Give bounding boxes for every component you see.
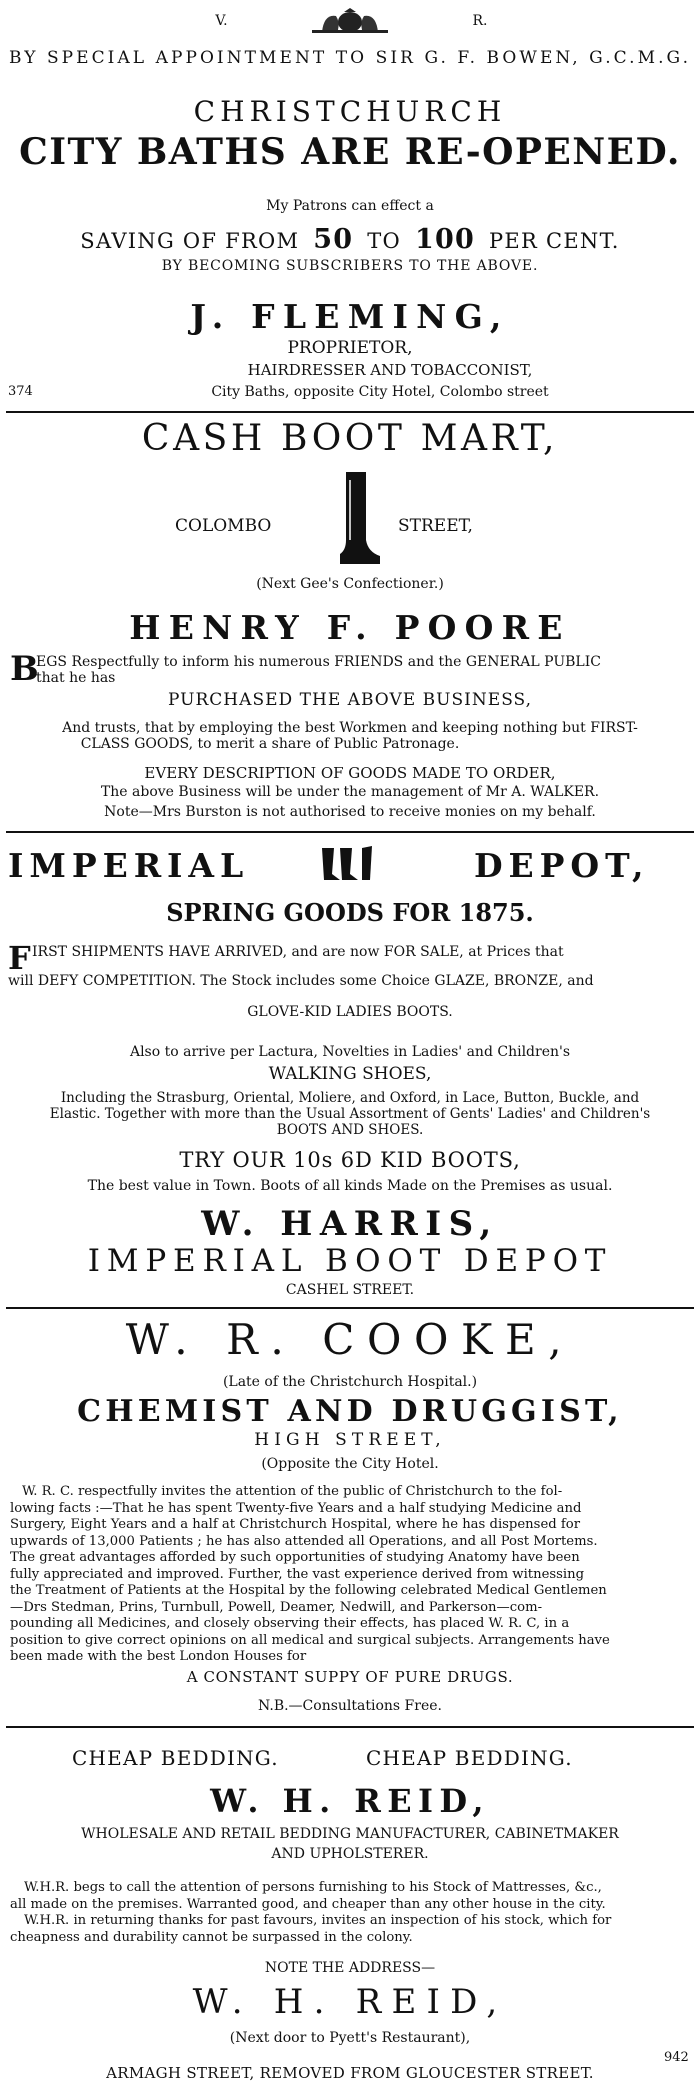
reid-name: W. H. REID,	[210, 1782, 490, 1820]
cooke-body-line: fully appreciated and improved. Further, the vast experience derived from witnessing	[10, 1566, 585, 1582]
imperial-walking: WALKING SHOES,	[268, 1064, 432, 1084]
first-line-2: will DEFY COMPETITION. The Stock includes some Choice GLAZE, BRONZE, and	[8, 973, 594, 989]
imperial-title-right: DEPOT,	[474, 846, 650, 885]
cooke-high-street: HIGH STREET,	[254, 1430, 446, 1450]
baths-headline: CITY BATHS ARE RE-OPENED.	[19, 131, 681, 173]
begs-line-1: EGS Respectfully to inform his numerous FRIENDS and the GENERAL PUBLIC	[36, 654, 601, 670]
reid-ad-number: 942	[664, 2050, 689, 2065]
bootmart-management: The above Business will be under the management of Mr A. WALKER.	[100, 784, 600, 800]
imperial-harris: W. HARRIS,	[201, 1204, 499, 1244]
saving-50: 50	[313, 224, 354, 255]
reid-body-line: W.H.R. begs to call the attention of persons furnishing to his Stock of Mattresses, &c.,	[24, 1880, 602, 1895]
baths-city: CHRISTCHURCH	[193, 95, 507, 128]
reid-cheap-row	[0, 1746, 700, 1776]
imperial-spring: SPRING GOODS FOR 1875.	[166, 898, 534, 927]
incl-line-2: Elastic. Together with more than the Usual Assortment of Gents' Ladies' and Children's	[49, 1106, 651, 1122]
baths-trade: HAIRDRESSER AND TOBACCONIST,	[247, 361, 533, 379]
cooke-chemist: CHEMIST AND DRUGGIST,	[77, 1394, 623, 1429]
reid-body-line: W.H.R. in returning thanks for past favours, invites an inspection of his stock, which for	[24, 1913, 612, 1928]
cooke-body-line: upwards of 13,000 Patients ; he has also attended all Operations, and all Post Mortems.	[10, 1533, 598, 1549]
cooke-body-line: lowing facts :—That he has spent Twenty-five Years and a half studying Medicine and	[10, 1500, 582, 1516]
cooke-body-line: the Treatment of Patients at the Hospital by the following celebrated Medical Gentlemen	[10, 1583, 607, 1598]
imperial-title-row	[0, 846, 700, 890]
imperial-cashel: CASHEL STREET.	[285, 1282, 415, 1298]
divider	[6, 1307, 694, 1309]
baths-proprietor-label: PROPRIETOR,	[287, 338, 413, 358]
imperial-title-left: IMPERIAL	[8, 846, 250, 885]
cooke-body-line: pounding all Medicines, and closely observing their effects, has placed W. R. C, in a	[10, 1616, 570, 1631]
boot-emblem-icon	[318, 844, 378, 884]
reid-note: NOTE THE ADDRESS—	[264, 1960, 436, 1976]
bootmart-purchased: PURCHASED THE ABOVE BUSINESS,	[167, 690, 533, 710]
letter-r: R.	[472, 13, 488, 29]
bootmart-colombo: COLOMBO	[175, 516, 272, 536]
cooke-body-line: position to give correct opinions on all medical and surgical subjects. Arrangements have	[10, 1632, 610, 1648]
cooke-late: (Late of the Christchurch Hospital.)	[222, 1374, 478, 1390]
bootmart-trusts-2: CLASS GOODS, to merit a share of Public Patronage.	[80, 736, 460, 752]
cooke-body-line: The great advantages afforded by such opportunities of studying Anatomy have been	[10, 1550, 580, 1565]
imperial-try: TRY OUR 10s 6D KID BOOTS,	[179, 1148, 521, 1172]
bootmart-note: Note—Mrs Burston is not authorised to receive monies on my behalf.	[104, 804, 596, 820]
imperial-best: The best value in Town. Boots of all kinds Made on the Premises as usual.	[87, 1178, 613, 1194]
first-line-1: IRST SHIPMENTS HAVE ARRIVED, and are now FOR SALE, at Prices that	[32, 944, 564, 960]
imperial-arrive: Also to arrive per Lactura, Novelties in Ladies' and Children's	[129, 1044, 571, 1060]
begs-line-2: that he has	[36, 670, 116, 686]
divider	[6, 411, 694, 413]
saving-to: TO	[367, 229, 402, 253]
reid-cheap-2: CHEAP BEDDING.	[366, 1746, 573, 1770]
cooke-constant: A CONSTANT SUPPY OF PURE DRUGS.	[186, 1668, 514, 1686]
saving-suffix: PER CENT.	[489, 229, 620, 253]
reid-next: (Next door to Pyett's Restaurant),	[229, 2030, 471, 2046]
reid-body-line: cheapness and durability cannot be surpassed in the colony.	[10, 1929, 413, 1945]
baths-subscribers: BY BECOMING SUBSCRIBERS TO THE ABOVE.	[161, 258, 539, 274]
bootmart-street: STREET,	[398, 516, 473, 536]
bootmart-street-row	[0, 470, 700, 570]
boot-icon	[336, 470, 382, 568]
bootmart-next: (Next Gee's Confectioner.)	[256, 576, 444, 592]
incl-line-3: BOOTS AND SHOES.	[276, 1122, 424, 1138]
baths-ad-number: 374	[8, 384, 33, 399]
cooke-body-line: W. R. C. respectfully invites the attention of the public of Christchurch to the fol-	[22, 1484, 563, 1499]
bootmart-every: EVERY DESCRIPTION OF GOODS MADE TO ORDER,	[144, 764, 556, 782]
first-line-3: GLOVE-KID LADIES BOOTS.	[247, 1004, 453, 1020]
royal-coat-of-arms-icon	[302, 8, 398, 34]
cooke-nb: N.B.—Consultations Free.	[258, 1698, 442, 1714]
cooke-body-line: been made with the best London Houses for	[10, 1649, 307, 1664]
reid-body	[10, 1880, 690, 1946]
reid-name-2: W. H. REID,	[192, 1982, 508, 2022]
royal-header	[0, 8, 700, 34]
drop-cap-f: F	[8, 939, 31, 977]
divider	[6, 831, 694, 833]
divider	[6, 1726, 694, 1728]
cooke-opposite: (Opposite the City Hotel.	[261, 1456, 439, 1472]
letter-v: V.	[215, 13, 228, 29]
reid-trade-2: AND UPHOLSTERER.	[271, 1846, 429, 1862]
reid-armagh: ARMAGH STREET, REMOVED FROM GLOUCESTER STREET.	[106, 2064, 594, 2082]
baths-saving	[0, 224, 700, 255]
appointment-line: BY SPECIAL APPOINTMENT TO SIR G. F. BOWEN, G.C.M.G.	[8, 48, 692, 68]
cooke-body	[10, 1484, 690, 1666]
bootmart-owner: HENRY F. POORE	[129, 608, 571, 647]
reid-trade-1: WHOLESALE AND RETAIL BEDDING MANUFACTURER, CABINETMAKER	[81, 1826, 619, 1842]
reid-body-line: all made on the premises. Warranted good, and cheaper than any other house in the city.	[10, 1896, 606, 1912]
cooke-body-line: Surgery, Eight Years and a half at Christchurch Hospital, where he has dispensed for	[10, 1517, 581, 1532]
saving-100: 100	[414, 224, 476, 255]
cooke-name: W. R. COOKE,	[125, 1315, 575, 1364]
reid-cheap-1: CHEAP BEDDING.	[72, 1746, 279, 1770]
baths-proprietor-name: J. FLEMING,	[190, 297, 510, 336]
baths-patrons: My Patrons can effect a	[266, 198, 434, 214]
bootmart-title: CASH BOOT MART,	[141, 418, 559, 459]
bootmart-trusts-1: And trusts, that by employing the best Workmen and keeping nothing but FIRST-	[62, 720, 638, 736]
cooke-body-line: —Drs Stedman, Prins, Turnbull, Powell, Deamer, Nedwill, and Parkerson—com-	[10, 1599, 543, 1615]
drop-cap-b: B	[10, 649, 39, 689]
saving-prefix: SAVING OF FROM	[80, 229, 300, 253]
incl-line-1: Including the Strasburg, Oriental, Moliere, and Oxford, in Lace, Button, Buckle, and	[60, 1090, 640, 1106]
baths-address: City Baths, opposite City Hotel, Colombo street	[211, 384, 549, 400]
imperial-depot: IMPERIAL BOOT DEPOT	[87, 1243, 613, 1279]
